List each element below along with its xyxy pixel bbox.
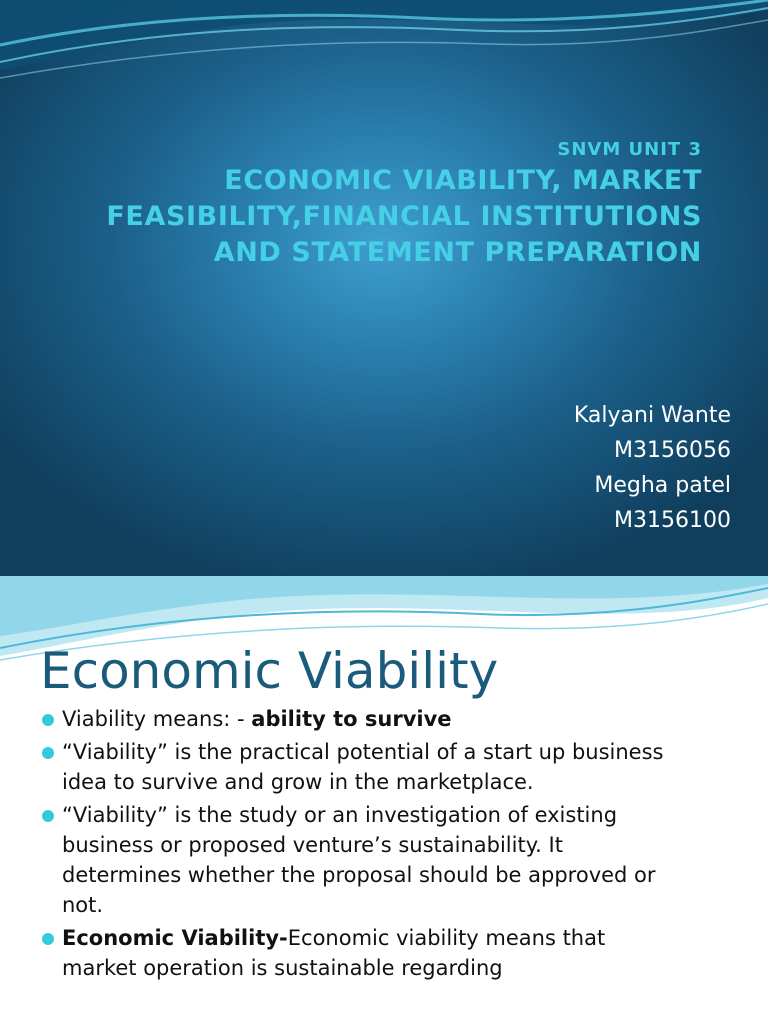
content-slide <box>0 576 768 1024</box>
bullet-text: Economic viability means that market operation is sustainable regarding <box>62 926 606 980</box>
list-item <box>42 704 682 734</box>
list-item <box>42 800 682 920</box>
bullet-text: Viability means: - <box>62 707 252 731</box>
bullet-list <box>42 704 682 986</box>
author-line: Megha patel <box>594 473 731 498</box>
bullet-dot-icon <box>42 714 54 726</box>
bullet-text: “Viability” is the study or an investigation of existing business or proposed venture’s sustainability. It determines whether the proposal should be approved or not. <box>62 803 656 917</box>
decorative-waves <box>0 0 768 110</box>
slide-title: ECONOMIC VIABILITY, MARKET FEASIBILITY,FINANCIAL INSTITUTIONS AND STATEMENT PREPARATION <box>106 165 702 268</box>
bullet-text: “Viability” is the practical potential of a start up business idea to survive and grow in the marketplace. <box>62 740 664 794</box>
list-item <box>42 923 682 983</box>
author-list <box>574 398 731 538</box>
slide-heading: Economic Viability <box>40 642 499 700</box>
unit-label: SNVM UNIT 3 <box>557 139 702 160</box>
list-item <box>42 737 682 797</box>
bullet-dot-icon <box>42 810 54 822</box>
author-line: M3156100 <box>614 508 731 533</box>
author-line: M3156056 <box>614 438 731 463</box>
bullet-dot-icon <box>42 933 54 945</box>
bullet-bold-text: Economic Viability- <box>62 926 288 950</box>
bullet-dot-icon <box>42 747 54 759</box>
bullet-bold-text: ability to survive <box>251 707 452 731</box>
author-line: Kalyani Wante <box>573 403 731 428</box>
